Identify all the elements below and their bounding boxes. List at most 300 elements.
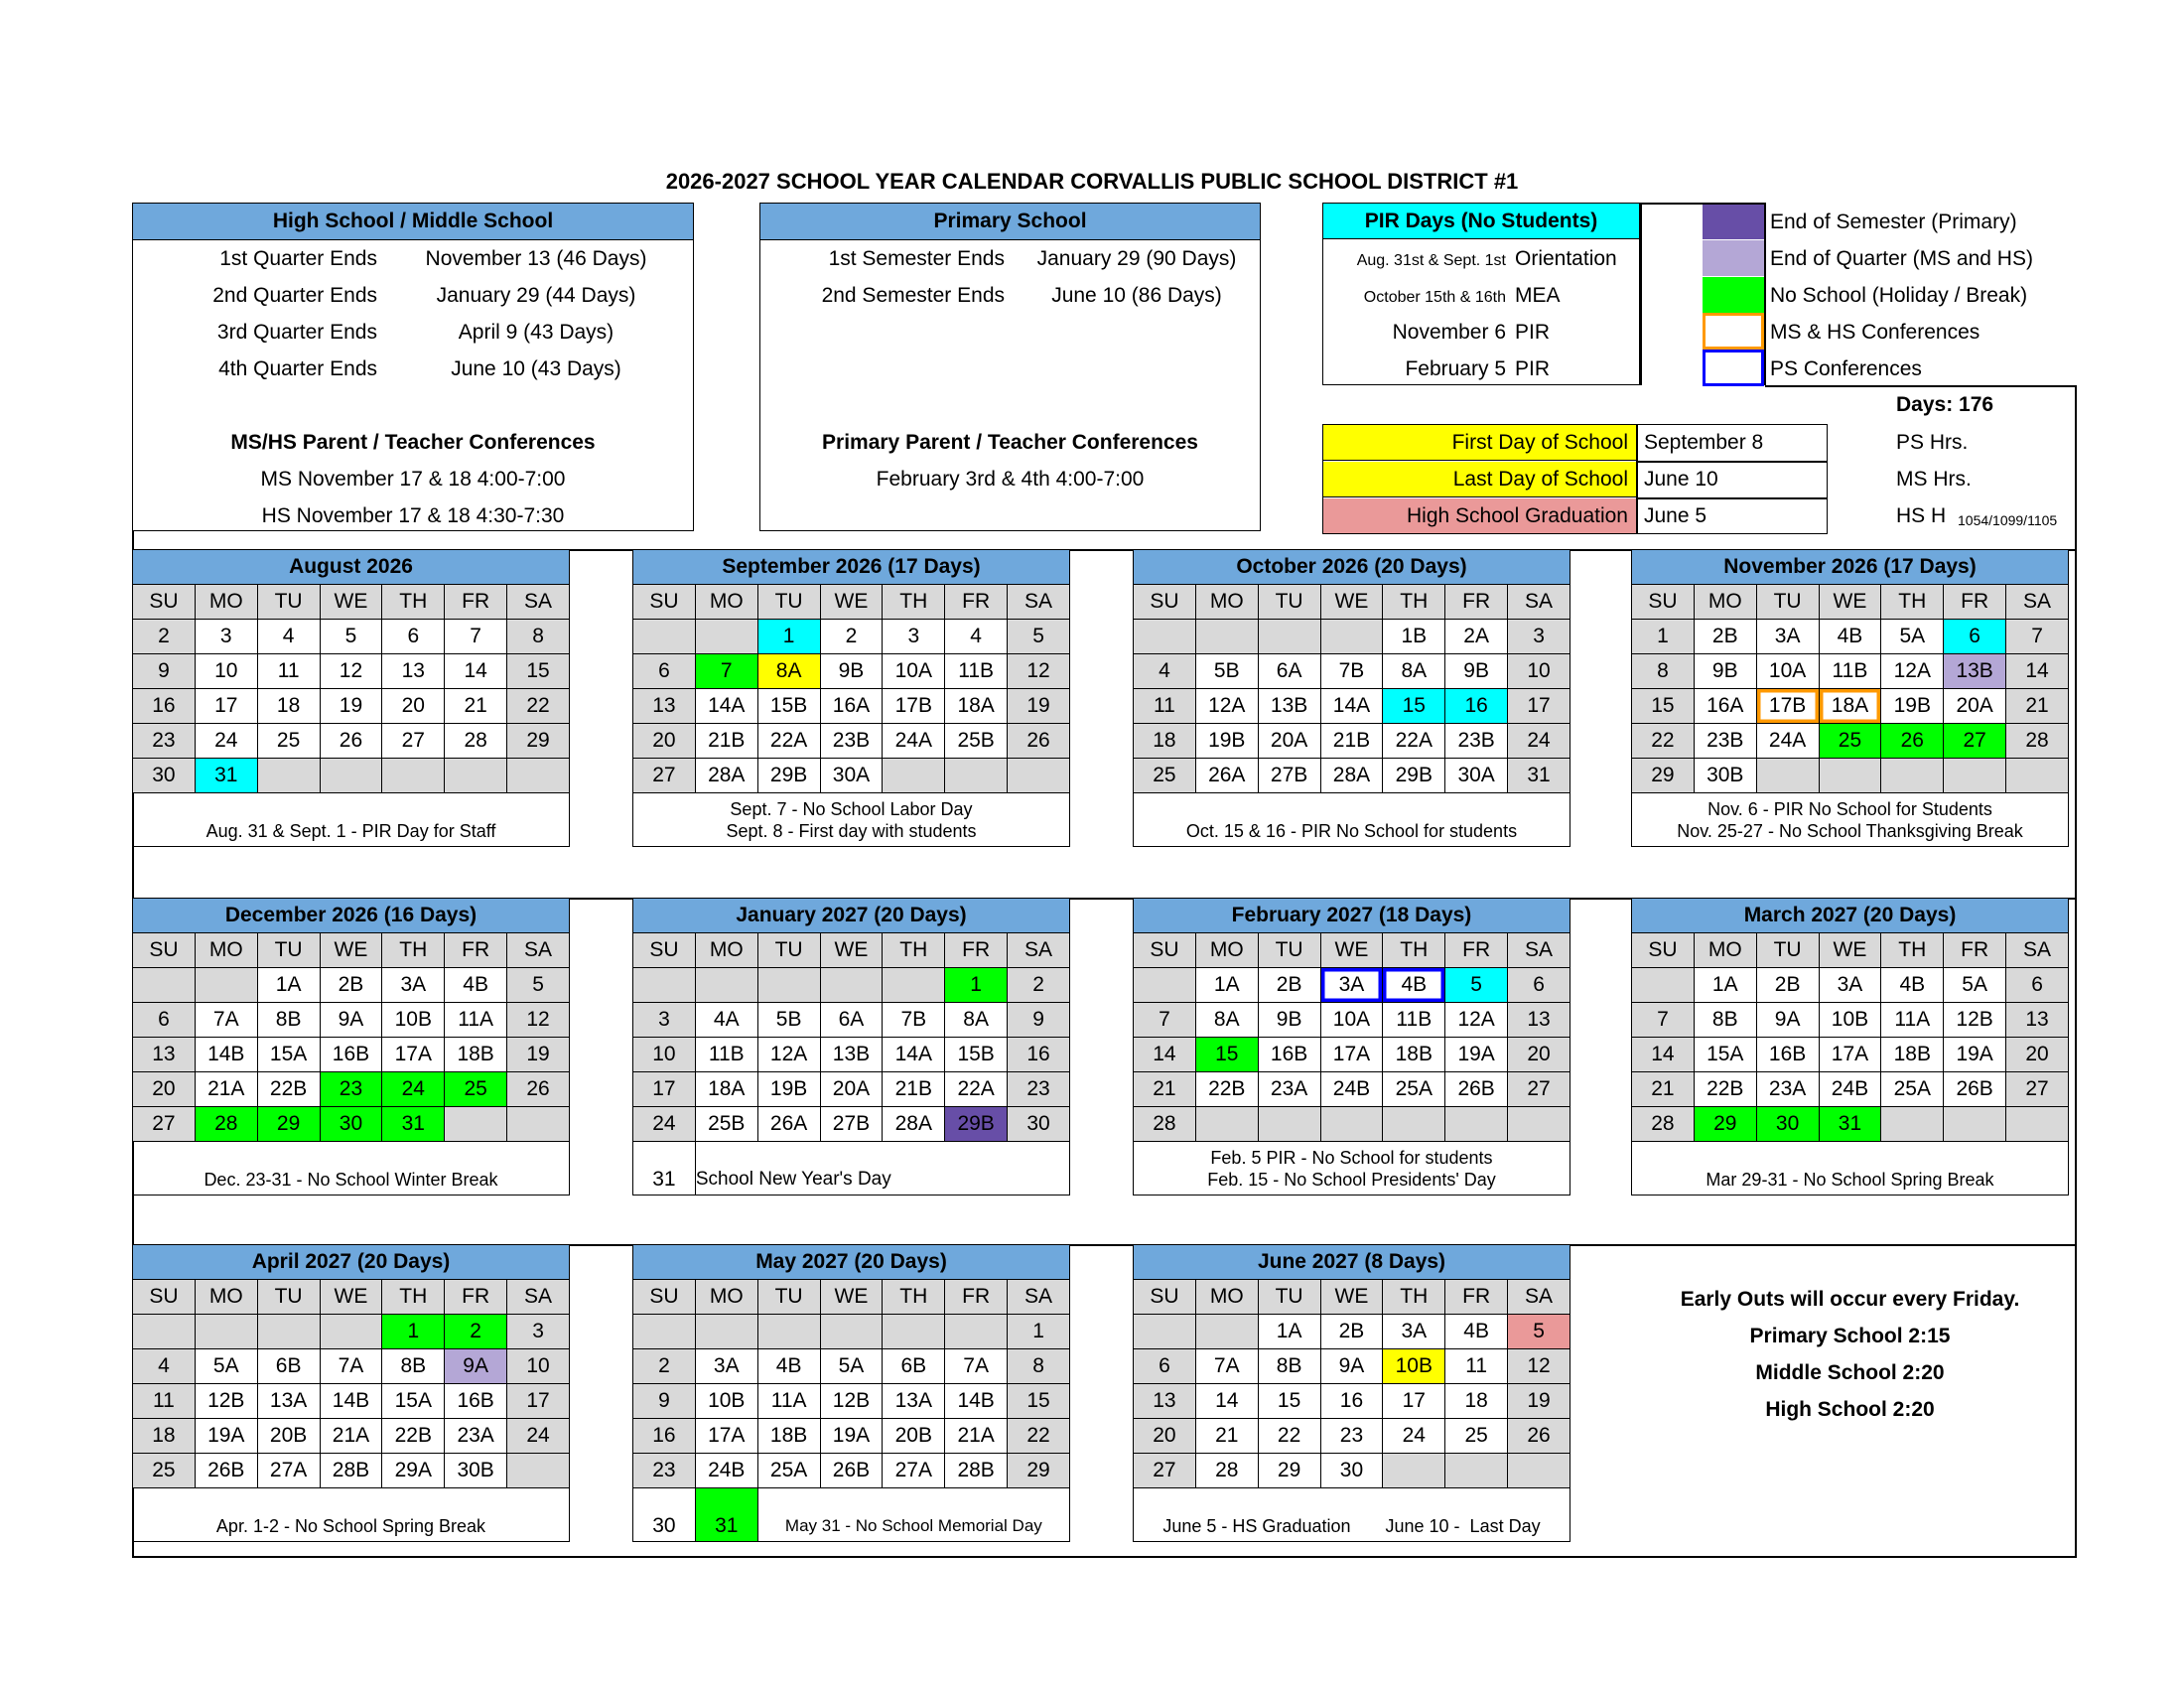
day-cell[interactable]: 10B [382,1003,445,1038]
day-cell[interactable]: 30A [820,759,883,793]
day-cell[interactable]: 8 [1008,1349,1070,1384]
day-cell[interactable]: 7 [1632,1003,1695,1038]
day-cell[interactable] [1383,1107,1445,1142]
day-cell[interactable] [507,759,570,793]
day-cell[interactable]: 27 [633,759,696,793]
day-cell[interactable]: 6 [1134,1349,1196,1384]
day-cell[interactable]: 18A [1819,689,1881,724]
day-cell[interactable]: 2 [633,1349,696,1384]
day-cell[interactable]: 28 [195,1107,257,1142]
day-cell[interactable]: 16B [445,1384,507,1419]
day-cell[interactable]: 4 [257,620,320,654]
day-cell[interactable] [883,968,945,1003]
day-cell[interactable]: 16 [133,689,196,724]
day-cell[interactable]: 28A [1320,759,1383,793]
day-cell[interactable]: 1A [1195,968,1258,1003]
day-cell[interactable]: 5B [1195,654,1258,689]
day-cell[interactable]: 15 [1008,1384,1070,1419]
day-cell[interactable] [1881,1107,1944,1142]
day-cell[interactable]: 6B [257,1349,320,1384]
day-cell[interactable]: 27 [1508,1072,1570,1107]
day-cell[interactable]: 15 [507,654,570,689]
day-cell[interactable] [695,1315,757,1349]
day-cell[interactable]: 17 [1508,689,1570,724]
day-cell[interactable]: 18B [445,1038,507,1072]
day-cell[interactable]: 8B [257,1003,320,1038]
day-cell[interactable]: 20 [382,689,445,724]
extra-day-cell[interactable]: 30 [633,1488,696,1542]
day-cell[interactable]: 17 [195,689,257,724]
day-cell[interactable]: 27 [1134,1454,1196,1488]
day-cell[interactable]: 22A [1383,724,1445,759]
day-cell[interactable] [507,1454,570,1488]
day-cell[interactable]: 23 [1008,1072,1070,1107]
day-cell[interactable]: 2 [133,620,196,654]
day-cell[interactable]: 30 [1320,1454,1383,1488]
day-cell[interactable]: 29 [257,1107,320,1142]
day-cell[interactable]: 6 [133,1003,196,1038]
day-cell[interactable]: 27A [257,1454,320,1488]
day-cell[interactable]: 24 [1383,1419,1445,1454]
day-cell[interactable]: 18 [1445,1384,1508,1419]
day-cell[interactable]: 5 [507,968,570,1003]
day-cell[interactable]: 3 [195,620,257,654]
day-cell[interactable]: 29B [945,1107,1008,1142]
day-cell[interactable]: 6 [2006,968,2069,1003]
day-cell[interactable]: 16A [820,689,883,724]
day-cell[interactable]: 21 [2006,689,2069,724]
day-cell[interactable]: 28 [1195,1454,1258,1488]
day-cell[interactable] [883,1315,945,1349]
day-cell[interactable]: 20 [1134,1419,1196,1454]
day-cell[interactable]: 15B [945,1038,1008,1072]
day-cell[interactable]: 30 [1008,1107,1070,1142]
day-cell[interactable]: 25 [1445,1419,1508,1454]
day-cell[interactable]: 9B [1694,654,1756,689]
day-cell[interactable]: 8B [1694,1003,1756,1038]
day-cell[interactable]: 13A [883,1384,945,1419]
day-cell[interactable]: 30 [133,759,196,793]
day-cell[interactable]: 9A [445,1349,507,1384]
day-cell[interactable]: 16 [1008,1038,1070,1072]
day-cell[interactable]: 21 [1134,1072,1196,1107]
day-cell[interactable]: 26A [757,1107,820,1142]
day-cell[interactable] [820,968,883,1003]
day-cell[interactable]: 15 [1383,689,1445,724]
day-cell[interactable]: 18 [257,689,320,724]
day-cell[interactable]: 23A [1756,1072,1819,1107]
day-cell[interactable]: 20 [633,724,696,759]
day-cell[interactable]: 6A [1258,654,1320,689]
day-cell[interactable]: 10 [507,1349,570,1384]
day-cell[interactable]: 23B [1694,724,1756,759]
day-cell[interactable] [2006,1107,2069,1142]
day-cell[interactable]: 29 [1632,759,1695,793]
day-cell[interactable]: 13B [820,1038,883,1072]
day-cell[interactable]: 11B [1819,654,1881,689]
day-cell[interactable]: 25B [695,1107,757,1142]
day-cell[interactable]: 12 [1008,654,1070,689]
day-cell[interactable]: 17 [1383,1384,1445,1419]
day-cell[interactable]: 19A [1445,1038,1508,1072]
day-cell[interactable]: 18A [695,1072,757,1107]
day-cell[interactable]: 6A [820,1003,883,1038]
day-cell[interactable]: 6B [883,1349,945,1384]
day-cell[interactable] [1134,620,1196,654]
day-cell[interactable]: 27 [1944,724,2006,759]
day-cell[interactable]: 9B [1258,1003,1320,1038]
day-cell[interactable]: 2 [1008,968,1070,1003]
day-cell[interactable]: 12A [757,1038,820,1072]
day-cell[interactable]: 28 [2006,724,2069,759]
day-cell[interactable]: 13B [1944,654,2006,689]
day-cell[interactable]: 14A [883,1038,945,1072]
day-cell[interactable]: 1 [382,1315,445,1349]
day-cell[interactable]: 23 [320,1072,382,1107]
day-cell[interactable] [133,1315,196,1349]
day-cell[interactable]: 8B [1258,1349,1320,1384]
day-cell[interactable]: 5A [195,1349,257,1384]
day-cell[interactable]: 4B [1445,1315,1508,1349]
day-cell[interactable]: 26B [820,1454,883,1488]
day-cell[interactable]: 9A [1756,1003,1819,1038]
day-cell[interactable]: 11A [445,1003,507,1038]
day-cell[interactable]: 18B [1881,1038,1944,1072]
day-cell[interactable]: 2 [445,1315,507,1349]
day-cell[interactable]: 4B [1881,968,1944,1003]
day-cell[interactable]: 2B [1258,968,1320,1003]
day-cell[interactable] [1944,1107,2006,1142]
day-cell[interactable]: 18B [757,1419,820,1454]
day-cell[interactable]: 11 [1134,689,1196,724]
day-cell[interactable]: 17B [1756,689,1819,724]
day-cell[interactable] [945,1315,1008,1349]
day-cell[interactable]: 29A [382,1454,445,1488]
day-cell[interactable]: 7 [445,620,507,654]
day-cell[interactable]: 27 [382,724,445,759]
day-cell[interactable]: 26 [1008,724,1070,759]
day-cell[interactable]: 9 [1008,1003,1070,1038]
day-cell[interactable]: 9 [633,1384,696,1419]
day-cell[interactable]: 24B [695,1454,757,1488]
day-cell[interactable] [1320,1107,1383,1142]
day-cell[interactable]: 14 [1195,1384,1258,1419]
day-cell[interactable]: 16B [1258,1038,1320,1072]
day-cell[interactable]: 26B [1445,1072,1508,1107]
day-cell[interactable]: 29 [507,724,570,759]
day-cell[interactable]: 1A [1694,968,1756,1003]
day-cell[interactable]: 1B [1383,620,1445,654]
day-cell[interactable]: 12A [1881,654,1944,689]
day-cell[interactable]: 9 [133,654,196,689]
day-cell[interactable] [1819,759,1881,793]
day-cell[interactable]: 31 [1508,759,1570,793]
day-cell[interactable]: 10 [195,654,257,689]
day-cell[interactable]: 20 [1508,1038,1570,1072]
day-cell[interactable]: 31 [382,1107,445,1142]
day-cell[interactable]: 4A [695,1003,757,1038]
day-cell[interactable]: 30A [1445,759,1508,793]
day-cell[interactable]: 26A [1195,759,1258,793]
day-cell[interactable]: 14 [445,654,507,689]
day-cell[interactable] [2006,759,2069,793]
day-cell[interactable]: 5A [1881,620,1944,654]
day-cell[interactable]: 19B [1881,689,1944,724]
day-cell[interactable]: 1 [757,620,820,654]
day-cell[interactable]: 28 [1632,1107,1695,1142]
day-cell[interactable]: 30B [1694,759,1756,793]
day-cell[interactable] [1756,759,1819,793]
day-cell[interactable]: 3A [1320,968,1383,1003]
day-cell[interactable] [1195,1315,1258,1349]
day-cell[interactable]: 22B [1694,1072,1756,1107]
day-cell[interactable]: 2B [320,968,382,1003]
day-cell[interactable]: 21B [1320,724,1383,759]
extra-day-cell[interactable]: 31 [633,1142,696,1196]
day-cell[interactable]: 29B [1383,759,1445,793]
day-cell[interactable] [1383,1454,1445,1488]
day-cell[interactable]: 21B [883,1072,945,1107]
day-cell[interactable]: 21 [1632,1072,1695,1107]
day-cell[interactable] [445,1107,507,1142]
day-cell[interactable] [883,759,945,793]
day-cell[interactable]: 15 [1632,689,1695,724]
day-cell[interactable]: 3 [1508,620,1570,654]
day-cell[interactable] [633,968,696,1003]
day-cell[interactable]: 17A [1819,1038,1881,1072]
day-cell[interactable]: 7A [945,1349,1008,1384]
day-cell[interactable] [1258,1107,1320,1142]
day-cell[interactable]: 9B [1445,654,1508,689]
day-cell[interactable]: 22B [257,1072,320,1107]
day-cell[interactable]: 2A [1445,620,1508,654]
day-cell[interactable]: 28A [695,759,757,793]
day-cell[interactable]: 4B [1383,968,1445,1003]
day-cell[interactable]: 24 [382,1072,445,1107]
day-cell[interactable]: 31 [195,759,257,793]
day-cell[interactable]: 22 [1632,724,1695,759]
day-cell[interactable]: 23 [633,1454,696,1488]
day-cell[interactable] [257,1315,320,1349]
day-cell[interactable]: 8 [507,620,570,654]
day-cell[interactable]: 4B [757,1349,820,1384]
day-cell[interactable]: 3A [695,1349,757,1384]
day-cell[interactable]: 5 [1008,620,1070,654]
day-cell[interactable]: 12 [507,1003,570,1038]
day-cell[interactable] [445,759,507,793]
day-cell[interactable]: 15 [1258,1384,1320,1419]
day-cell[interactable]: 13 [633,689,696,724]
day-cell[interactable]: 7A [1195,1349,1258,1384]
day-cell[interactable]: 20B [883,1419,945,1454]
day-cell[interactable]: 24 [195,724,257,759]
day-cell[interactable]: 19 [507,1038,570,1072]
day-cell[interactable]: 8A [1195,1003,1258,1038]
day-cell[interactable]: 13 [133,1038,196,1072]
day-cell[interactable]: 24B [1819,1072,1881,1107]
day-cell[interactable]: 20A [1258,724,1320,759]
day-cell[interactable] [757,968,820,1003]
day-cell[interactable] [695,620,757,654]
day-cell[interactable]: 20A [820,1072,883,1107]
day-cell[interactable]: 10A [1756,654,1819,689]
day-cell[interactable]: 4 [945,620,1008,654]
day-cell[interactable]: 26 [1881,724,1944,759]
day-cell[interactable]: 16B [1756,1038,1819,1072]
day-cell[interactable]: 25B [945,724,1008,759]
day-cell[interactable]: 26 [507,1072,570,1107]
day-cell[interactable]: 26B [1944,1072,2006,1107]
day-cell[interactable] [1508,1454,1570,1488]
day-cell[interactable]: 19B [757,1072,820,1107]
day-cell[interactable]: 12 [1508,1349,1570,1384]
day-cell[interactable]: 11B [945,654,1008,689]
day-cell[interactable]: 6 [1944,620,2006,654]
day-cell[interactable]: 22 [1258,1419,1320,1454]
day-cell[interactable]: 17A [382,1038,445,1072]
day-cell[interactable]: 7 [695,654,757,689]
day-cell[interactable]: 14B [195,1038,257,1072]
day-cell[interactable]: 12A [1445,1003,1508,1038]
day-cell[interactable]: 4B [1819,620,1881,654]
day-cell[interactable]: 11B [1383,1003,1445,1038]
day-cell[interactable]: 8B [382,1349,445,1384]
day-cell[interactable]: 5B [757,1003,820,1038]
day-cell[interactable]: 17 [633,1072,696,1107]
day-cell[interactable] [945,759,1008,793]
day-cell[interactable]: 20B [257,1419,320,1454]
day-cell[interactable]: 12A [1195,689,1258,724]
day-cell[interactable]: 1A [1258,1315,1320,1349]
day-cell[interactable]: 25 [133,1454,196,1488]
day-cell[interactable]: 22B [1195,1072,1258,1107]
day-cell[interactable]: 17B [883,689,945,724]
day-cell[interactable]: 16 [1320,1384,1383,1419]
day-cell[interactable]: 1 [1632,620,1695,654]
day-cell[interactable]: 1A [257,968,320,1003]
day-cell[interactable]: 19 [1508,1384,1570,1419]
day-cell[interactable]: 21B [695,724,757,759]
day-cell[interactable]: 27B [820,1107,883,1142]
day-cell[interactable]: 29 [1008,1454,1070,1488]
day-cell[interactable]: 3A [1383,1315,1445,1349]
day-cell[interactable]: 27 [2006,1072,2069,1107]
day-cell[interactable]: 30 [1756,1107,1819,1142]
day-cell[interactable]: 20 [133,1072,196,1107]
day-cell[interactable]: 18B [1383,1038,1445,1072]
day-cell[interactable]: 25 [1134,759,1196,793]
day-cell[interactable] [382,759,445,793]
day-cell[interactable] [320,759,382,793]
day-cell[interactable]: 24A [883,724,945,759]
day-cell[interactable] [1195,620,1258,654]
day-cell[interactable]: 28B [320,1454,382,1488]
day-cell[interactable] [320,1315,382,1349]
day-cell[interactable]: 9A [320,1003,382,1038]
day-cell[interactable]: 26B [195,1454,257,1488]
day-cell[interactable]: 28B [945,1454,1008,1488]
day-cell[interactable]: 1 [1008,1315,1070,1349]
day-cell[interactable]: 5A [1944,968,2006,1003]
day-cell[interactable]: 25 [445,1072,507,1107]
day-cell[interactable]: 11 [1445,1349,1508,1384]
day-cell[interactable]: 29B [757,759,820,793]
day-cell[interactable] [633,620,696,654]
day-cell[interactable]: 27 [133,1107,196,1142]
day-cell[interactable]: 13 [1508,1003,1570,1038]
day-cell[interactable] [195,1315,257,1349]
day-cell[interactable] [1944,759,2006,793]
day-cell[interactable]: 1 [945,968,1008,1003]
day-cell[interactable]: 10 [1508,654,1570,689]
day-cell[interactable]: 21 [1195,1419,1258,1454]
day-cell[interactable]: 23A [1258,1072,1320,1107]
day-cell[interactable]: 31 [1819,1107,1881,1142]
day-cell[interactable]: 24 [633,1107,696,1142]
day-cell[interactable]: 18A [945,689,1008,724]
day-cell[interactable]: 19B [1195,724,1258,759]
day-cell[interactable]: 26 [320,724,382,759]
day-cell[interactable]: 3 [507,1315,570,1349]
day-cell[interactable]: 22 [507,689,570,724]
day-cell[interactable]: 24 [1508,724,1570,759]
day-cell[interactable]: 11 [257,654,320,689]
day-cell[interactable]: 6 [382,620,445,654]
day-cell[interactable]: 14 [1632,1038,1695,1072]
day-cell[interactable]: 28A [883,1107,945,1142]
day-cell[interactable]: 11A [757,1384,820,1419]
day-cell[interactable]: 5 [1445,968,1508,1003]
day-cell[interactable]: 23B [1445,724,1508,759]
day-cell[interactable]: 12 [320,654,382,689]
day-cell[interactable] [820,1315,883,1349]
day-cell[interactable]: 14 [1134,1038,1196,1072]
day-cell[interactable]: 16B [320,1038,382,1072]
day-cell[interactable]: 10B [1383,1349,1445,1384]
day-cell[interactable]: 12B [1944,1003,2006,1038]
day-cell[interactable] [1508,1107,1570,1142]
day-cell[interactable]: 14B [945,1384,1008,1419]
day-cell[interactable]: 22A [757,724,820,759]
day-cell[interactable]: 25 [257,724,320,759]
day-cell[interactable] [1881,759,1944,793]
day-cell[interactable] [757,1315,820,1349]
day-cell[interactable]: 13A [257,1384,320,1419]
day-cell[interactable]: 25A [1383,1072,1445,1107]
day-cell[interactable] [133,968,196,1003]
day-cell[interactable]: 25A [1881,1072,1944,1107]
day-cell[interactable]: 3A [1756,620,1819,654]
day-cell[interactable]: 7B [1320,654,1383,689]
day-cell[interactable]: 25A [757,1454,820,1488]
day-cell[interactable]: 17A [1320,1038,1383,1072]
day-cell[interactable] [195,968,257,1003]
day-cell[interactable]: 13 [1134,1384,1196,1419]
day-cell[interactable]: 13B [1258,689,1320,724]
day-cell[interactable]: 3 [633,1003,696,1038]
day-cell[interactable]: 17 [507,1384,570,1419]
day-cell[interactable]: 10A [883,654,945,689]
day-cell[interactable]: 3A [382,968,445,1003]
day-cell[interactable]: 11B [695,1038,757,1072]
day-cell[interactable]: 8A [1383,654,1445,689]
day-cell[interactable] [1134,1315,1196,1349]
day-cell[interactable]: 16 [633,1419,696,1454]
day-cell[interactable]: 24 [507,1419,570,1454]
day-cell[interactable]: 7 [1134,1003,1196,1038]
day-cell[interactable]: 2 [820,620,883,654]
day-cell[interactable]: 12B [195,1384,257,1419]
